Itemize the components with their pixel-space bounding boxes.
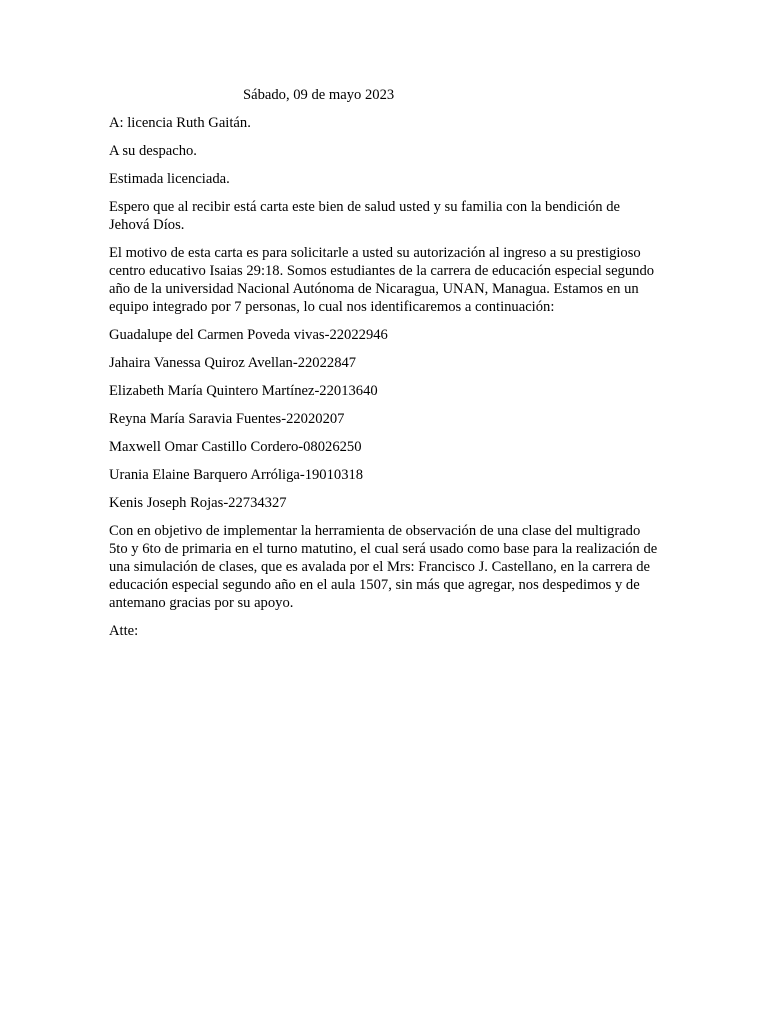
team-member-name: Kenis Joseph Rojas-22734327 — [109, 495, 287, 511]
letter-greeting-paragraph: Espero que al recibir está carta este bien de salud usted y su familia con la bendición de Jehová Díos. — [109, 199, 620, 233]
team-member-name: Reyna María Saravia Fuentes-22020207 — [109, 411, 345, 427]
letter-office: A su despacho. — [109, 143, 197, 159]
letter-body — [109, 86, 661, 650]
team-member-name: Urania Elaine Barquero Arróliga-19010318 — [109, 467, 364, 483]
letter-purpose-paragraph: El motivo de esta carta es para solicitarle a usted su autorización al ingreso a su prestigioso centro educativo Isaias 29:18. Somos estudiantes de la carrera de educación especial segundo año de la universidad Nacional Autónoma de Nicaragua, UNAN, Managua. Estamos en un equipo integrado por 7 personas, lo cual nos identificaremos a continuación: — [109, 245, 655, 315]
letter-date: Sábado, 09 de mayo 2023 — [243, 87, 395, 103]
letter-closing: Atte: — [109, 623, 139, 639]
team-member-name: Maxwell Omar Castillo Cordero-08026250 — [109, 439, 362, 455]
letter-objective-paragraph: Con en objetivo de implementar la herramienta de observación de una clase del multigrado 5to y 6to de primaria en el turno matutino, el cual será usado como base para la realización de una simulación de clases, que es avalada por el Mrs: Francisco J. Castellano, en la carrera de educación especial segundo año en el aula 1507, sin más que agregar, nos despedimos y de antemano gracias por su apoyo. — [109, 523, 658, 611]
team-member-name: Guadalupe del Carmen Poveda vivas-22022946 — [109, 327, 388, 343]
letter-salutation: Estimada licenciada. — [109, 171, 230, 187]
team-member-name: Jahaira Vanessa Quiroz Avellan-22022847 — [109, 355, 357, 371]
team-member-name: Elizabeth María Quintero Martínez-22013640 — [109, 383, 378, 399]
letter-recipient: A: licencia Ruth Gaitán. — [109, 115, 251, 131]
